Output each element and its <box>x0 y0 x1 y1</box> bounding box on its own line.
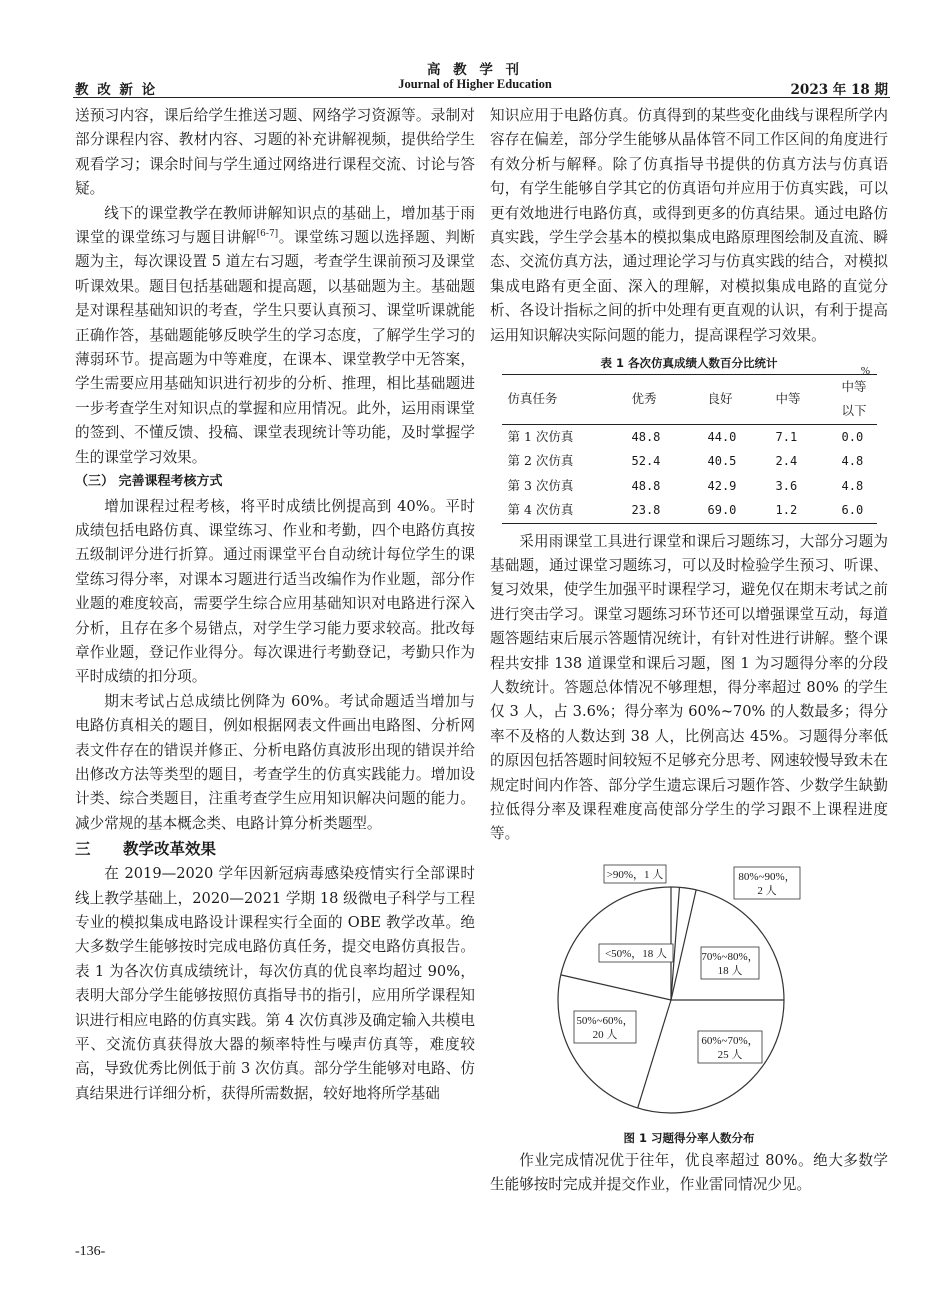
paragraph: 采用雨课堂工具进行课堂和课后习题练习，大部分习题为基础题，通过课堂习题练习，可以及时检验学生预习、听课、复习效果，使学生加强平时课程学习，避免仅在期末考试之前进行突击学习。课堂习题练习环节还可以增强课堂互动，每道题答题结束后展示答题情况统计，有针对性进行讲解。整个课程共安排 138 道课堂和课后习题，图 1 为习题得分率的分段人数统计。答题总体情况不够理想，得分率超过 80% 的学生仅 3 人，占 3.6%；得分率为 60%~70% 的人数最多；得分率不及格的人数达到 38 人，比例高达 45%。习题得分率低的原因包括答题时间较短不足够充分思考、网速较慢导致未在规定时间内作答、部分学生遗忘课后习题作答、少数学生缺勤拉低得分率及课程难度高使部分学生的学习跟不上课程进度等。 <box>490 532 888 843</box>
table-cell: 23.8 <box>626 498 702 523</box>
table-cell: 69.0 <box>702 498 770 523</box>
pie-chart-figure <box>490 861 888 1123</box>
section-name: 教 改 新 论 <box>75 82 158 98</box>
table-header: 中等以下 <box>836 375 877 425</box>
results-table <box>502 374 877 523</box>
paragraph: 作业完成情况优于往年，优良率超过 80%。绝大多数学生能够按时完成并提交作业，作业雷同情况少见。 <box>490 1151 888 1194</box>
pie-slice-label: 60%~70%， 25 人 <box>701 1034 759 1061</box>
page-number: -136- <box>75 1244 106 1259</box>
left-column <box>75 104 475 1106</box>
header-rule <box>73 97 890 98</box>
paragraph: 期末考试占总成绩比例降为 60%。考试命题适当增加与电路仿真相关的题目，例如根据网表文件画出电路图、分析网表文件存在的错误并修正、分析电路仿真波形出现的错误并给出修改方法等类型的题目，考查学生的仿真实践能力。增加设计类、综合类题目，注重考查学生应用知识解决问题的能力。减少常规的基本概念类、电路计算分析类题型。 <box>75 692 475 832</box>
section-number: 三 <box>75 840 91 859</box>
table-cell: 48.8 <box>631 429 661 444</box>
table-cell: 7.1 <box>775 429 798 444</box>
table-cell: 4.8 <box>841 454 864 469</box>
journal-title-en: Journal of Higher Education <box>398 77 552 91</box>
table-cell: 0.0 <box>841 429 864 444</box>
pie-slice-label: 80%~90%， 2 人 <box>738 870 796 897</box>
table-cell: 44.0 <box>707 429 737 444</box>
table-header: 优秀 <box>626 375 702 425</box>
table-header: 良好 <box>702 375 770 425</box>
citation: [6-7] <box>256 229 279 240</box>
table-cell: 4.8 <box>841 478 864 493</box>
table-cell: 第 4 次仿真 <box>502 498 626 523</box>
pie-slice-label: 50%~60%， 20 人 <box>576 1014 634 1041</box>
table-cell: 52.4 <box>631 454 661 469</box>
journal-title-cn: 高 教 学 刊 <box>426 62 524 78</box>
table-row <box>502 449 877 473</box>
paragraph <box>75 202 475 470</box>
table-cell: 第 1 次仿真 <box>507 428 574 444</box>
paragraph: 增加课程过程考核，将平时成绩比例提高到 40%。平时成绩包括电路仿真、课堂练习、作业和考勤，四个电路仿真按五级制评分进行折算。通过雨课堂平台自动统计每位学生的课堂练习得分率，对课本习题进行适当改编作为作业题，部分作业题的难度较高，需要学生综合应用基础知识对电路进行深入分析，且存在多个易错点，对学生学习能力要求较高。批改每章作业题，登记作业得分。每次课进行考勤登记，考勤只作为平时成绩的扣分项。 <box>75 497 475 686</box>
table-row <box>502 424 877 449</box>
right-column <box>490 104 888 1198</box>
table-row <box>502 498 877 523</box>
table-cell: 第 3 次仿真 <box>507 477 574 493</box>
table-cell: 48.8 <box>631 478 661 493</box>
pie-slice-label: >90%，1 人 <box>606 868 664 881</box>
pie-slice-label: 70%~80%， 18 人 <box>701 950 759 977</box>
table-cell: 3.6 <box>775 478 798 493</box>
table-cell: 1.2 <box>770 498 836 523</box>
pie-chart <box>490 861 888 1123</box>
table-cell: 2.4 <box>775 454 798 469</box>
table-header: 中等 <box>770 375 836 425</box>
table-header: 仿真任务 <box>502 375 626 425</box>
table-cell: 42.9 <box>707 478 737 493</box>
figure-caption: 图 1 习题得分率人数分布 <box>623 1130 755 1145</box>
section-title: 教学改革效果 <box>123 840 217 859</box>
paragraph: 在 2019—2020 学年因新冠病毒感染疫情实行全部课时线上教学基础上，2020—2021 学期 18 级微电子科学与工程专业的模拟集成电路设计课程实行全面的 OBE 教学改革。绝大多数学生能够按时完成电路仿真任务，提交电路仿真报告。表 1 为各次仿真成绩统计，每次仿真的优良率均超过 90%，表明大部分学生能够按照仿真指导书的指引，应用所学课程知识进行相应电路的仿真实践。第 4 次仿真涉及确定输入共模电平、交流仿真获得放大器的频率特性与噪声仿真等，难度较高，导致优秀比例低于前 3 次仿真。部分学生能够对电路、仿真结果进行详细分析，获得所需数据，较好地将所学基础 <box>75 865 475 1102</box>
section-heading <box>75 836 475 862</box>
table-cell: 第 2 次仿真 <box>507 453 574 469</box>
table-unit: % <box>860 365 870 378</box>
table-caption <box>490 352 888 378</box>
table-row <box>502 474 877 498</box>
paragraph-text: 线下的课堂教学在教师讲解知识点的基础上，增加基于雨课堂的课堂练习与题目讲解 <box>75 204 475 247</box>
paragraph: 送预习内容，课后给学生推送习题、网络学习资源等。录制对部分课程内容、教材内容、习题的补充讲解视频，提供给学生观看学习；课余时间与学生通过网络进行课程交流、讨论与答疑。 <box>75 107 475 198</box>
table-cell: 6.0 <box>836 498 877 523</box>
paragraph: 知识应用于电路仿真。仿真得到的某些变化曲线与课程所学内容存在偏差，部分学生能够从晶体管不同工作区间的角度进行有效分析与解释。除了仿真指导书提供的仿真方法与仿真语句，有学生能够自学其它的仿真语句并应用于仿真实践，可以更有效地进行电路仿真，或得到更多的仿真结果。通过电路仿真实践，学生学会基本的模拟集成电路原理图绘制及直流、瞬态、交流仿真方法，通过理论学习与仿真实践的结合，对模拟集成电路有更全面、深入的理解，对模拟集成电路的直觉分析、各设计指标之间的折中处理有更直观的认识，有利于提高运用知识解决实际问题的能力，提高课程学习效果。 <box>490 107 888 344</box>
issue-label: 2023 年 18 期 <box>790 82 888 98</box>
paragraph-text: 。课堂练习题以选择题、判断题为主，每次课设置 5 道左右习题，考查学生课前预习及课堂听课效果。题目包括基础题和提高题，以基础题为主。基础题是对课程基础知识的考查，学生只要认真预习、课堂听课就能正确作答，基础题能够反映学生的学习态度，了解学生学习的薄弱环节。提高题为中等难度，在课本、课堂教学中无答案，学生需要应用基础知识进行初步的分析、推理，相比基础题进一步考查学生对知识点的掌握和应用情况。此外，运用雨课堂的签到、不懂反馈、投稿、课堂表现统计等功能，及时掌握学生的课堂学习效果。 <box>75 229 475 466</box>
table-header-row <box>502 375 877 425</box>
pie-slice-label: <50%，18 人 <box>604 947 668 960</box>
table-cell: 40.5 <box>707 454 737 469</box>
subsection-heading: （三） 完善课程考核方式 <box>75 474 223 490</box>
table-caption-text: 表 1 各次仿真成绩人数百分比统计 <box>600 356 778 371</box>
